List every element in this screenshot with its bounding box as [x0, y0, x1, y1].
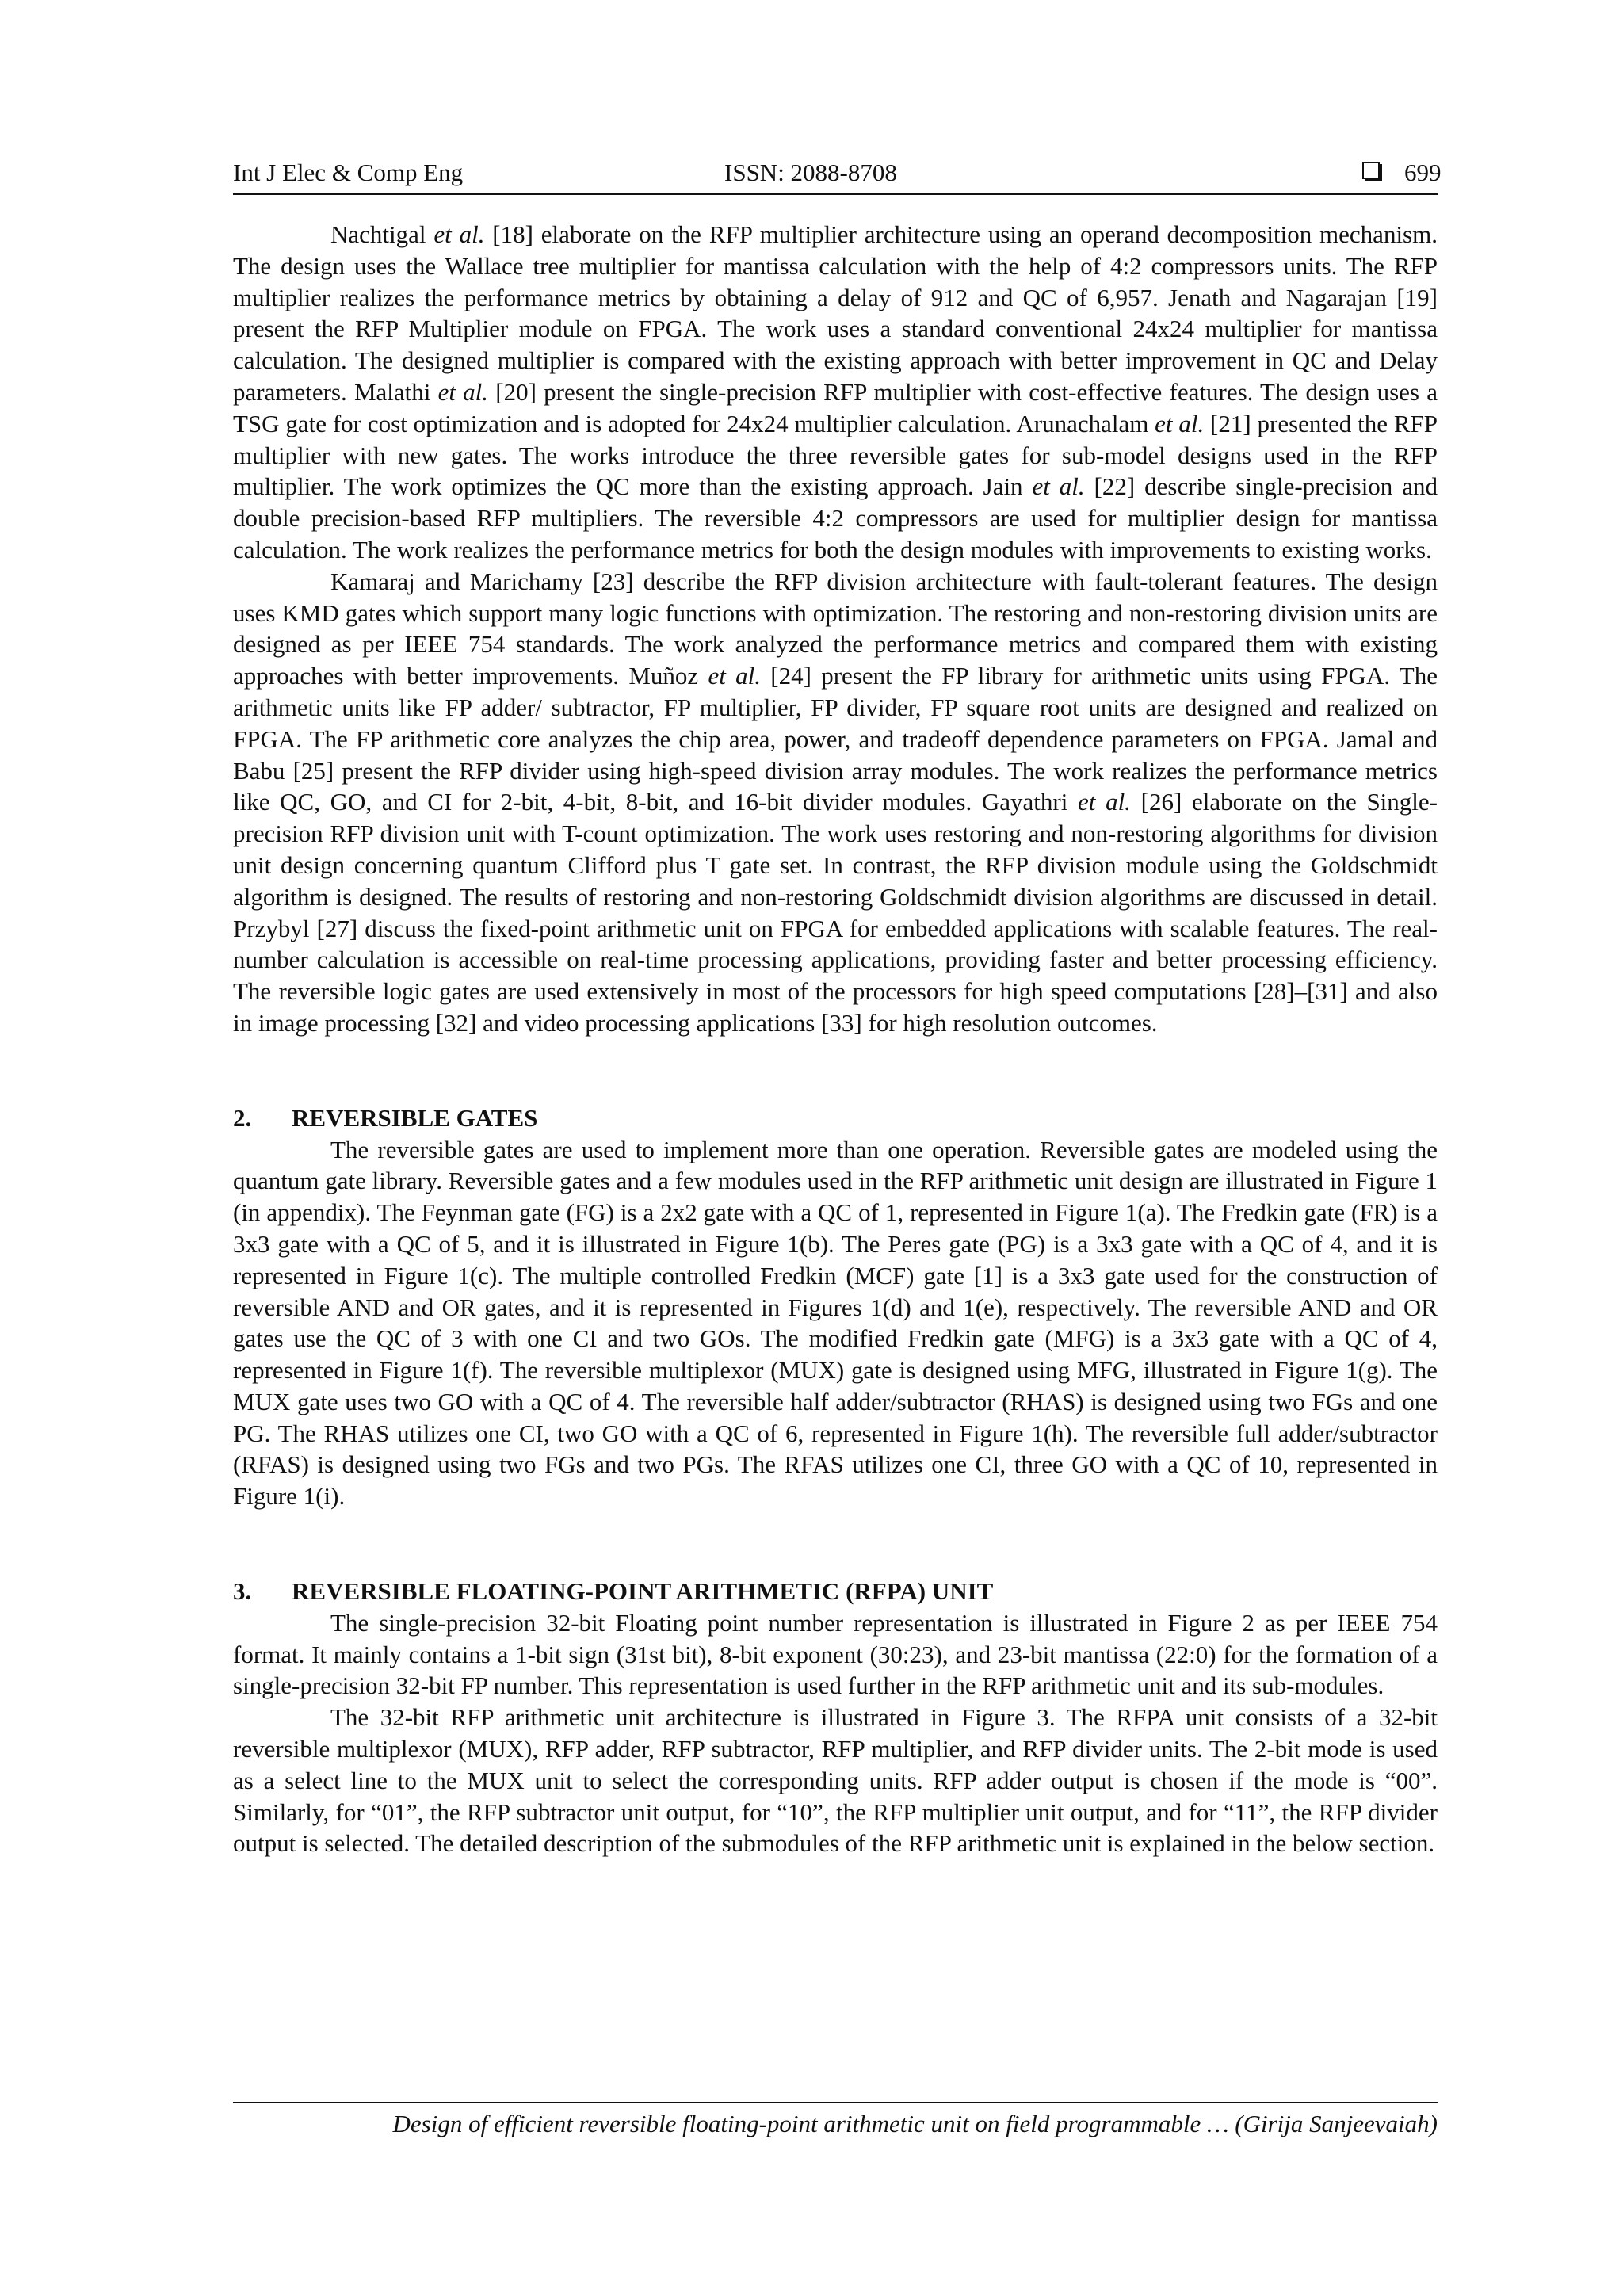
paragraph-1: Nachtigal et al. [18] elaborate on the RFP multiplier architecture using an operand decomposition mechanism. The design uses the Wallace tree multiplier for mantissa calculation with the help of 4:2 compressors units. The RFP multiplier realizes the performance metrics by obtaining a delay of 912 and QC of 6,957. Jenath and Nagarajan [19] present the RFP Multiplier module on FPGA. The work uses a standard conventional 24x24 multiplier for mantissa calculation. The designed multiplier is compared with the existing approach with better improvement in QC and Delay parameters. Malathi et al. [20] present the single-precision RFP multiplier with cost-effective features. The design uses a TSG gate for cost optimization and is adopted for 24x24 multiplier calculation. Arunachalam et al. [21] presented the RFP multiplier with new gates. The works introduce the three reversible gates for sub-model designs used in the RFP multiplier. The work optimizes the QC more than the existing approach. Jain et al. [22] describe single-precision and double precision-based RFP multipliers. The reversible 4:2 compressors are used for multiplier design for mantissa calculation. The work realizes the performance metrics for both the design modules with improvements to existing works.	[233, 220, 1438, 563]
running-header	[233, 155, 1442, 195]
square-bullet-icon	[1362, 162, 1380, 179]
paragraph-3: The reversible gates are used to implement more than one operation. Reversible gates are modeled using the quantum gate library. Reversible gates and a few modules used in the RFP arithmetic unit design are illustrated in Figure 1 (in appendix). The Feynman gate (FG) is a 2x2 gate with a QC of 1, represented in Figure 1(a). The Fredkin gate (FR) is a 3x3 gate with a QC of 5, and it is illustrated in Figure 1(b). The Peres gate (PG) is a 3x3 gate with a QC of 4, and it is represented in Figure 1(c). The multiple controlled Fredkin (MCF) gate [1] is a 3x3 gate used for the construction of reversible AND and OR gates, and it is represented in Figures 1(d) and 1(e), respectively. The reversible AND and OR gates use the QC of 3 with one CI and two GOs. The modified Fredkin gate (MFG) is a 3x3 gate with a QC of 4, represented in Figure 1(f). The reversible multiplexor (MUX) gate is designed using MFG, illustrated in Figure 1(g). The MUX gate uses two GO with a QC of 4. The reversible half adder/subtractor (RHAS) is designed using two FGs and one PG. The RHAS utilizes one CI, two GO with a QC of 6, represented in Figure 1(h). The reversible full adder/subtractor (RFAS) is designed using two FGs and two PGs. The RFAS utilizes one CI, three GO with a QC of 10, represented in Figure 1(i).	[233, 1135, 1438, 1511]
section-gap	[233, 1039, 1438, 1102]
section-gap	[233, 1512, 1438, 1576]
running-footer: Design of efficient reversible floating-point arithmetic unit on field programmable … (Girija Sanjeevaiah)	[233, 2102, 1438, 2141]
issn: ISSN: 2088-8708	[724, 159, 897, 186]
section-heading-2: 2. REVERSIBLE GATES	[233, 1103, 538, 1132]
section-heading-3: 3. REVERSIBLE FLOATING-POINT ARITHMETIC (RFPA) UNIT	[233, 1577, 994, 1606]
journal-name: Int J Elec & Comp Eng	[233, 159, 464, 186]
page-number: 699	[1404, 159, 1442, 186]
paragraph-2: Kamaraj and Marichamy [23] describe the RFP division architecture with fault-tolerant features. The design uses KMD gates which support many logic functions with optimization. The restoring and non-restoring division units are designed as per IEEE 754 standards. The work analyzed the performance metrics and compared them with existing approaches with better improvements. Muñoz et al. [24] present the FP library for arithmetic units using FPGA. The arithmetic units like FP adder/ subtractor, FP multiplier, FP divider, FP square root units are designed and realized on FPGA. The FP arithmetic core analyzes the chip area, power, and tradeoff dependence parameters on FPGA. Jamal and Babu [25] present the RFP divider using high-speed division array modules. The work realizes the performance metrics like QC, GO, and CI for 2-bit, 4-bit, 8-bit, and 16-bit divider modules. Gayathri et al. [26] elaborate on the Single-precision RFP division unit with T-count optimization. The work uses restoring and non-restoring algorithms for division unit design concerning quantum Clifford plus T gate set. In contrast, the RFP division module using the Goldschmidt algorithm is designed. The results of restoring and non-restoring Goldschmidt division algorithms are discussed in detail. Przybyl [27] discuss the fixed-point arithmetic unit on FPGA for embedded applications with scalable features. The real-number calculation is accessible on real-time processing applications, providing faster and better processing efficiency. The reversible logic gates are used extensively in most of the processors for high speed computations [28]–[31] and also in image processing [32] and video processing applications [33] for high resolution outcomes.	[233, 567, 1438, 1037]
paragraph-4: The single-precision 32-bit Floating point number representation is illustrated in Figure 2 as per IEEE 754 format. It mainly contains a 1-bit sign (31st bit), 8-bit exponent (30:23), and 23-bit mantissa (22:0) for the formation of a single-precision 32-bit FP number. This representation is used further in the RFP arithmetic unit and its sub-modules.	[233, 1608, 1438, 1700]
main-text	[233, 219, 1438, 1859]
paragraph-5: The 32-bit RFP arithmetic unit architecture is illustrated in Figure 3. The RFPA unit consists of a 32-bit reversible multiplexor (MUX), RFP adder, RFP subtractor, RFP multiplier, and RFP divider units. The 2-bit mode is used as a select line to the MUX unit to select the corresponding units. RFP adder output is chosen if the mode is “00”. Similarly, for “01”, the RFP subtractor unit output, for “10”, the RFP multiplier unit output, and for “11”, the RFP divider output is selected. The detailed description of the submodules of the RFP arithmetic unit is explained in the below section.	[233, 1703, 1438, 1858]
